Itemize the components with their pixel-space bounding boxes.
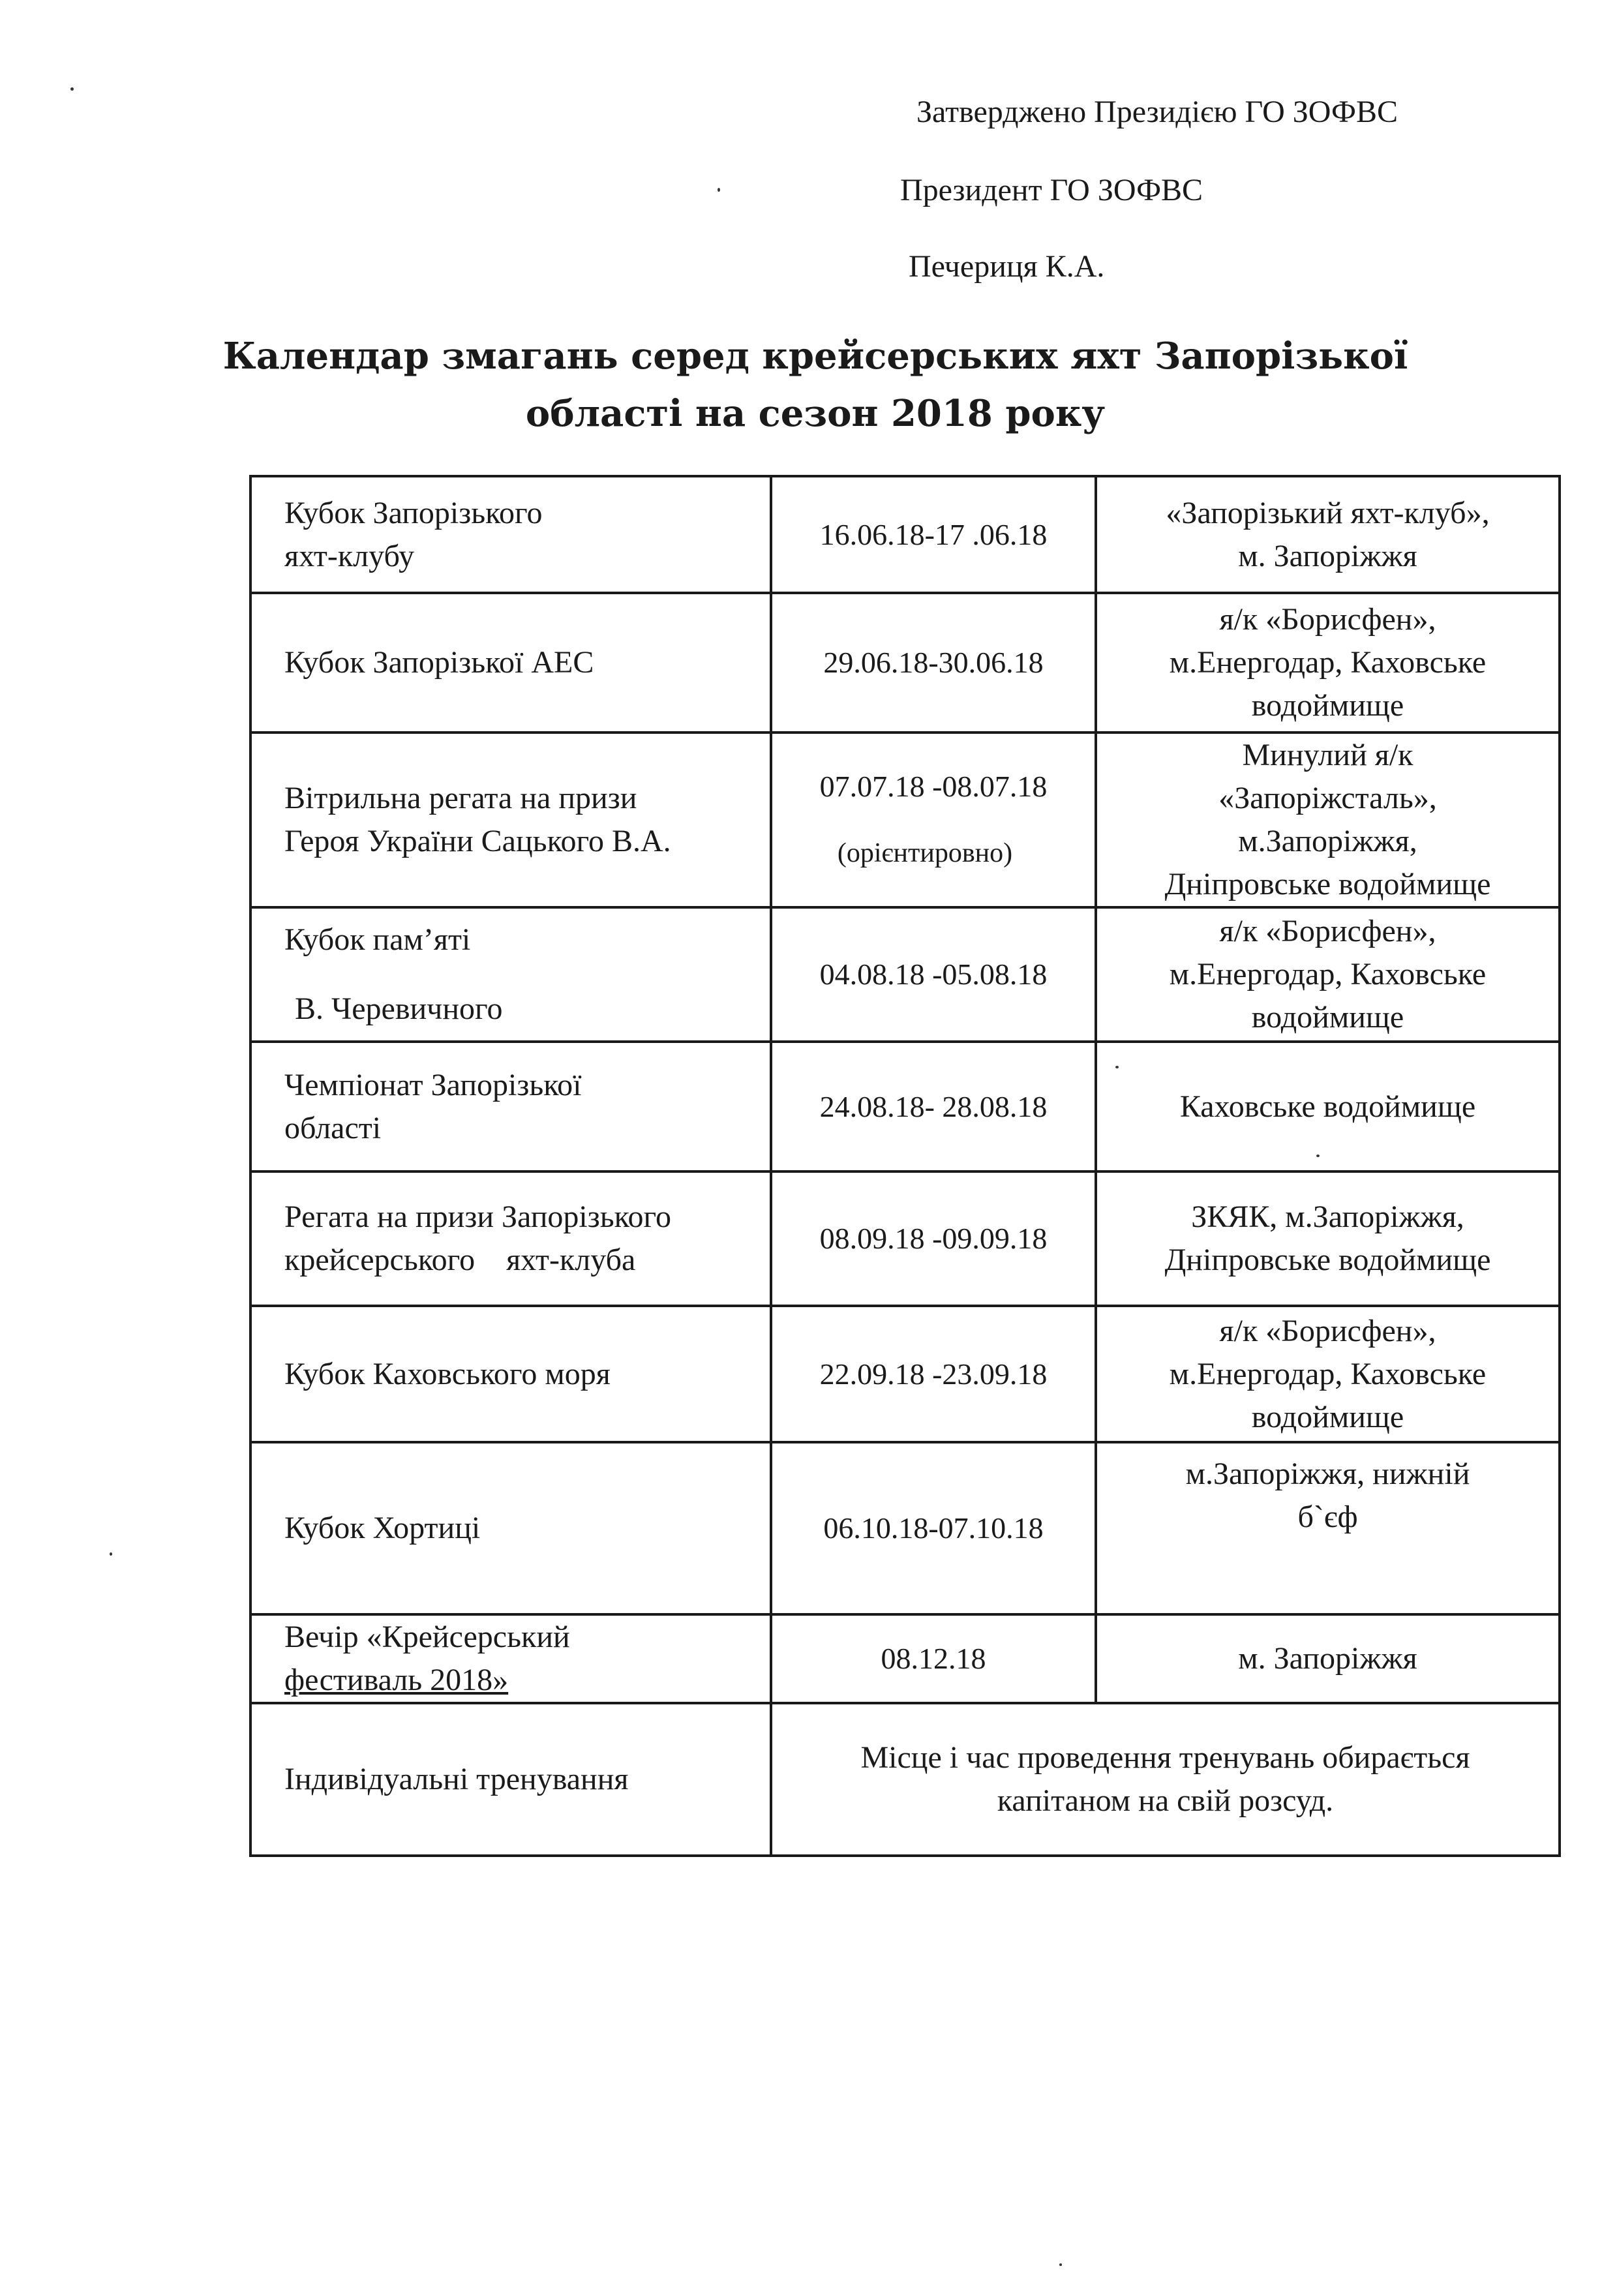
event-dates-note: (орієнтировно) [837, 838, 1013, 868]
event-name-line: Регата на призи Запорізького [284, 1200, 671, 1234]
scan-speck [1316, 1155, 1320, 1157]
event-venue-cell [1096, 593, 1560, 733]
event-venue-cell [1096, 1042, 1560, 1171]
event-venue-cell [1096, 733, 1560, 907]
table-row [250, 1703, 1560, 1856]
event-dates-cell [771, 907, 1096, 1042]
event-name-line: Вечір «Крейсерський [284, 1620, 570, 1654]
event-venue-line: я/к «Борисфен», [1219, 1313, 1436, 1348]
event-dates: 29.06.18-30.06.18 [823, 646, 1044, 679]
event-venue-line: «Запорізький яхт-клуб», [1166, 495, 1490, 530]
event-name-cell [250, 1042, 771, 1171]
event-name-cell [250, 1442, 771, 1614]
event-venue-line: водоймище [1251, 1399, 1404, 1434]
event-name-cell [250, 1306, 771, 1442]
event-name-cell [250, 1614, 771, 1703]
training-name: Індивідуальні тренування [284, 1762, 629, 1796]
event-venue-line: я/к «Борисфен», [1219, 602, 1436, 637]
scan-speck [1059, 2263, 1062, 2266]
event-venue-line: б`єф [1297, 1500, 1358, 1534]
event-venue-line: Минулий я/к [1242, 738, 1413, 772]
event-dates-cell [771, 1442, 1096, 1614]
event-dates: 08.12.18 [881, 1642, 986, 1675]
event-venue-line: Дніпровське водоймище [1164, 1243, 1491, 1277]
event-venue-line: м.Енергодар, Каховське [1169, 1356, 1487, 1391]
scan-speck [1115, 1066, 1119, 1068]
event-name-cell [250, 593, 771, 733]
table-row [250, 593, 1560, 733]
event-venue-line: м.Запоріжжя, [1238, 824, 1417, 858]
table-row [250, 733, 1560, 907]
event-name-line: яхт-клубу [284, 538, 415, 573]
event-venue-line: ЗКЯК, м.Запоріжжя, [1191, 1200, 1464, 1234]
training-details-line: капітаном на свій розсуд. [997, 1783, 1334, 1818]
event-dates: 22.09.18 -23.09.18 [819, 1357, 1048, 1391]
training-details-line: Місце і час проведення тренувань обирається [860, 1740, 1470, 1775]
event-venue-cell [1096, 1306, 1560, 1442]
event-dates-cell [771, 733, 1096, 907]
table-row [250, 1614, 1560, 1703]
event-name-cell [250, 476, 771, 593]
document-title-line-1: Календар змагань серед крейсерських яхт Запорізької [222, 335, 1408, 378]
event-venue-line: м.Енергодар, Каховське [1169, 957, 1487, 991]
event-dates: 07.07.18 -08.07.18 [819, 770, 1048, 803]
document-title-line-2: області на сезон 2018 року [525, 392, 1106, 435]
table-row [250, 1171, 1560, 1306]
table-row [250, 1442, 1560, 1614]
event-venue-line: водоймище [1251, 1000, 1404, 1035]
event-dates: 06.10.18-07.10.18 [823, 1511, 1044, 1545]
event-name-line: області [284, 1110, 382, 1145]
event-dates: 16.06.18-17 .06.18 [819, 517, 1048, 551]
event-name-line: Кубок Каховського моря [284, 1356, 611, 1391]
event-venue-line: м. Запоріжжя [1238, 538, 1417, 573]
event-venue-cell [1096, 1171, 1560, 1306]
approval-line-approved-by: Затверджено Президією ГО ЗОФВС [916, 95, 1398, 129]
event-name-line: Кубок Хортиці [284, 1511, 481, 1545]
approval-line-president: Президент ГО ЗОФВС [900, 173, 1203, 207]
scan-speck [110, 1552, 112, 1556]
event-venue-cell [1096, 907, 1560, 1042]
table-row [250, 1306, 1560, 1442]
event-venue-line: м.Енергодар, Каховське [1169, 645, 1487, 680]
event-venue-cell [1096, 476, 1560, 593]
event-name-line: Героя України Сацького В.А. [284, 824, 671, 858]
training-name-cell [250, 1703, 771, 1856]
event-name-line: Чемпіонат Запорізької [284, 1067, 582, 1102]
event-name-line: Кубок Запорізького [284, 495, 543, 530]
event-dates-cell [771, 1042, 1096, 1171]
event-name-cell [250, 1171, 771, 1306]
event-name-line: крейсерського яхт-клуба [284, 1243, 636, 1277]
event-venue-line: водоймище [1251, 688, 1404, 723]
event-dates: 04.08.18 -05.08.18 [819, 958, 1048, 991]
event-venue-line: Каховське водоймище [1179, 1089, 1476, 1124]
event-name-line: Кубок пам’яті [284, 922, 471, 957]
event-name-cell [250, 907, 771, 1042]
scan-speck [70, 87, 74, 91]
training-details-cell [771, 1703, 1560, 1856]
event-venue-line: Дніпровське водоймище [1164, 867, 1491, 901]
event-dates-cell [771, 593, 1096, 733]
competition-calendar-table [249, 475, 1561, 1857]
event-venue-cell [1096, 1614, 1560, 1703]
approval-line-signatory: Печериця К.А. [909, 249, 1105, 284]
event-dates: 08.09.18 -09.09.18 [819, 1222, 1048, 1255]
event-dates-cell [771, 1171, 1096, 1306]
event-venue-line: я/к «Борисфен», [1219, 914, 1436, 948]
event-venue-line: «Запоріжсталь», [1218, 781, 1437, 815]
event-dates-cell [771, 476, 1096, 593]
event-name-line: Вітрильна регата на призи [284, 781, 637, 815]
event-venue-line: м.Запоріжжя, нижній [1185, 1457, 1470, 1491]
event-name-line: В. Черевичного [295, 991, 503, 1026]
event-dates-cell [771, 1306, 1096, 1442]
table-row [250, 476, 1560, 593]
event-dates: 24.08.18- 28.08.18 [819, 1089, 1048, 1123]
event-venue-cell [1096, 1442, 1560, 1614]
event-venue-line: м. Запоріжжя [1238, 1641, 1417, 1676]
event-dates-cell [771, 1614, 1096, 1703]
table-row [250, 1042, 1560, 1171]
table-row [250, 907, 1560, 1042]
event-name-line: Кубок Запорізької АЕС [284, 645, 594, 680]
scan-speck [718, 188, 720, 192]
event-name-cell [250, 733, 771, 907]
event-name-line: фестиваль 2018» [284, 1663, 509, 1697]
